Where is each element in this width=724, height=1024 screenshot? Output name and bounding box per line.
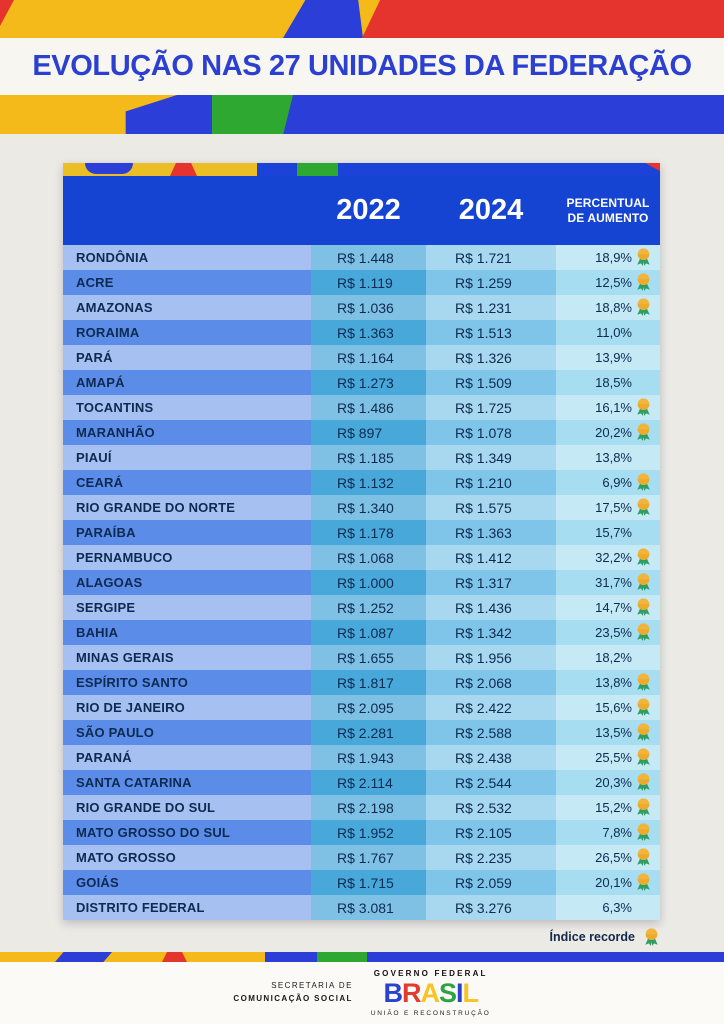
medal-icon bbox=[636, 298, 651, 317]
page-title: EVOLUÇÃO NAS 27 UNIDADES DA FEDERAÇÃO bbox=[32, 50, 692, 82]
secom-line1: SECRETARIA DE bbox=[271, 981, 353, 991]
percent-value: 31,7% bbox=[595, 575, 632, 590]
value-2022: R$ 1.486 bbox=[337, 399, 394, 416]
value-2024: R$ 1.231 bbox=[455, 299, 512, 316]
state-label: CEARÁ bbox=[76, 475, 124, 490]
value-2024: R$ 1.342 bbox=[455, 624, 512, 641]
medal-slot bbox=[632, 595, 655, 620]
value-2022: R$ 2.198 bbox=[337, 799, 394, 816]
percent-value: 13,8% bbox=[595, 450, 632, 465]
value-2024: R$ 2.438 bbox=[455, 749, 512, 766]
governo-federal-label: GOVERNO FEDERAL bbox=[373, 969, 488, 978]
value-2022: R$ 1.655 bbox=[337, 649, 394, 666]
percent-value: 18,8% bbox=[595, 300, 632, 315]
state-label: SANTA CATARINA bbox=[76, 775, 192, 790]
percent-value: 13,9% bbox=[595, 350, 632, 365]
medal-slot bbox=[632, 870, 655, 895]
decor-green-bar bbox=[297, 163, 338, 176]
bottom-color-bar bbox=[0, 952, 724, 962]
state-label: BAHIA bbox=[76, 625, 119, 640]
secom-line2: COMUNICAÇÃO SOCIAL bbox=[233, 994, 353, 1003]
medal-slot bbox=[632, 545, 655, 570]
state-label: ALAGOAS bbox=[76, 575, 143, 590]
value-2022: R$ 1.715 bbox=[337, 874, 394, 891]
medal-slot bbox=[632, 320, 655, 345]
value-2024: R$ 1.349 bbox=[455, 449, 512, 466]
table-row bbox=[63, 895, 660, 920]
state-label: MATO GROSSO DO SUL bbox=[76, 825, 231, 840]
brasil-logo bbox=[383, 980, 478, 1007]
medal-slot bbox=[632, 820, 655, 845]
medal-icon bbox=[636, 873, 651, 892]
state-label: SERGIPE bbox=[76, 600, 136, 615]
state-label: PARAÍBA bbox=[76, 525, 136, 540]
medal-icon bbox=[636, 573, 651, 592]
state-label: GOIÁS bbox=[76, 875, 119, 890]
table-row bbox=[63, 245, 660, 270]
value-2022: R$ 1.119 bbox=[337, 274, 393, 291]
value-2022: R$ 2.095 bbox=[337, 699, 394, 716]
brasil-letter: L bbox=[462, 978, 478, 1008]
brasil-letter: B bbox=[383, 978, 402, 1008]
state-label: MARANHÃO bbox=[76, 425, 155, 440]
medal-slot bbox=[632, 695, 655, 720]
state-label: RONDÔNIA bbox=[76, 250, 149, 265]
medal-icon bbox=[636, 273, 651, 292]
medal-slot bbox=[632, 720, 655, 745]
value-2024: R$ 1.575 bbox=[455, 499, 512, 516]
table-row bbox=[63, 870, 660, 895]
value-2022: R$ 1.036 bbox=[337, 299, 394, 316]
medal-slot bbox=[632, 395, 655, 420]
percent-value: 18,2% bbox=[595, 650, 632, 665]
value-2024: R$ 2.068 bbox=[455, 674, 512, 691]
table-row bbox=[63, 495, 660, 520]
table-row bbox=[63, 545, 660, 570]
value-2022: R$ 2.281 bbox=[337, 724, 394, 741]
medal-icon bbox=[636, 748, 651, 767]
medal-slot bbox=[632, 770, 655, 795]
governo-tagline: UNIÃO E RECONSTRUÇÃO bbox=[370, 1010, 491, 1017]
percent-value: 6,9% bbox=[602, 475, 632, 490]
percent-value: 20,2% bbox=[595, 425, 632, 440]
medal-icon bbox=[642, 926, 660, 948]
medal-icon bbox=[636, 473, 651, 492]
table-row bbox=[63, 445, 660, 470]
percent-value: 13,5% bbox=[595, 725, 632, 740]
value-2024: R$ 1.956 bbox=[455, 649, 512, 666]
value-2022: R$ 1.185 bbox=[337, 449, 394, 466]
secom-logo bbox=[233, 980, 352, 1006]
state-label: ACRE bbox=[76, 275, 114, 290]
table-row bbox=[63, 595, 660, 620]
value-2022: R$ 1.767 bbox=[337, 849, 394, 866]
medal-slot bbox=[632, 495, 655, 520]
medal-slot bbox=[632, 420, 655, 445]
table-row bbox=[63, 820, 660, 845]
percent-value: 15,2% bbox=[595, 800, 632, 815]
state-label: TOCANTINS bbox=[76, 400, 154, 415]
footer bbox=[0, 962, 724, 1024]
percent-value: 17,5% bbox=[595, 500, 632, 515]
percent-value: 26,5% bbox=[595, 850, 632, 865]
table-row bbox=[63, 370, 660, 395]
medal-slot bbox=[632, 470, 655, 495]
medal-icon bbox=[644, 928, 659, 947]
percent-value: 7,8% bbox=[602, 825, 632, 840]
percent-value: 6,3% bbox=[602, 900, 632, 915]
percent-value: 23,5% bbox=[595, 625, 632, 640]
table-row bbox=[63, 270, 660, 295]
value-2024: R$ 1.363 bbox=[455, 524, 512, 541]
percent-value: 20,3% bbox=[595, 775, 632, 790]
medal-slot bbox=[632, 795, 655, 820]
state-label: RIO GRANDE DO SUL bbox=[76, 800, 216, 815]
value-2024: R$ 1.412 bbox=[455, 549, 512, 566]
table-row bbox=[63, 670, 660, 695]
percent-value: 18,5% bbox=[595, 375, 632, 390]
value-2024: R$ 1.725 bbox=[455, 399, 512, 416]
table-row bbox=[63, 695, 660, 720]
medal-slot bbox=[632, 620, 655, 645]
medal-slot bbox=[632, 670, 655, 695]
percent-value: 32,2% bbox=[595, 550, 632, 565]
decor-green-block bbox=[212, 95, 293, 134]
medal-icon bbox=[636, 498, 651, 517]
value-2022: R$ 1.178 bbox=[337, 524, 394, 541]
value-2024: R$ 2.532 bbox=[455, 799, 512, 816]
medal-icon bbox=[636, 798, 651, 817]
medal-slot bbox=[632, 845, 655, 870]
state-label: PARÁ bbox=[76, 350, 113, 365]
state-label: AMAPÁ bbox=[76, 375, 125, 390]
medal-slot bbox=[632, 645, 655, 670]
table-row bbox=[63, 845, 660, 870]
state-label: SÃO PAULO bbox=[76, 725, 155, 740]
value-2022: R$ 2.114 bbox=[337, 774, 393, 791]
value-2022: R$ 1.164 bbox=[337, 349, 394, 366]
brasil-letter: I bbox=[455, 978, 463, 1008]
percent-value: 15,7% bbox=[595, 525, 632, 540]
state-label: PARANÁ bbox=[76, 750, 132, 765]
decor-red-sliver bbox=[0, 0, 14, 26]
decor-yellow-block bbox=[0, 95, 177, 134]
value-2024: R$ 1.259 bbox=[455, 274, 512, 291]
table-row bbox=[63, 620, 660, 645]
state-label: ESPÍRITO SANTO bbox=[76, 675, 189, 690]
column-header-2024: 2024 bbox=[458, 194, 524, 226]
title-band bbox=[0, 38, 724, 95]
percent-value: 14,7% bbox=[595, 600, 632, 615]
value-2024: R$ 2.588 bbox=[455, 724, 512, 741]
value-2022: R$ 1.273 bbox=[337, 374, 394, 391]
medal-icon bbox=[636, 398, 651, 417]
medal-slot bbox=[632, 895, 655, 920]
value-2024: R$ 1.513 bbox=[455, 324, 512, 341]
value-2022: R$ 1.087 bbox=[337, 624, 394, 641]
table-row bbox=[63, 420, 660, 445]
value-2022: R$ 1.068 bbox=[337, 549, 394, 566]
value-2024: R$ 1.078 bbox=[455, 424, 512, 441]
medal-slot bbox=[632, 295, 655, 320]
table-row bbox=[63, 470, 660, 495]
medal-slot bbox=[632, 245, 655, 270]
value-2022: R$ 3.081 bbox=[337, 899, 394, 916]
record-legend-label: Índice recorde bbox=[549, 930, 635, 944]
value-2022: R$ 1.817 bbox=[337, 674, 394, 691]
brasil-letter: S bbox=[438, 978, 456, 1008]
value-2022: R$ 1.252 bbox=[337, 599, 394, 616]
medal-slot bbox=[632, 445, 655, 470]
state-label: RIO GRANDE DO NORTE bbox=[76, 500, 236, 515]
value-2024: R$ 1.721 bbox=[455, 249, 512, 266]
medal-icon bbox=[636, 698, 651, 717]
decor-red-block bbox=[362, 0, 724, 38]
medal-icon bbox=[636, 598, 651, 617]
table-row bbox=[63, 645, 660, 670]
value-2022: R$ 1.132 bbox=[337, 474, 394, 491]
value-2024: R$ 2.422 bbox=[455, 699, 512, 716]
medal-icon bbox=[636, 848, 651, 867]
percent-value: 16,1% bbox=[595, 400, 632, 415]
table-row bbox=[63, 395, 660, 420]
value-2024: R$ 3.276 bbox=[455, 899, 512, 916]
value-2024: R$ 2.105 bbox=[455, 824, 512, 841]
decor-semicircle bbox=[85, 163, 133, 174]
decor-yellow-segment bbox=[0, 952, 265, 962]
brasil-letter: R bbox=[401, 978, 421, 1008]
medal-slot bbox=[632, 570, 655, 595]
medal-slot bbox=[632, 345, 655, 370]
column-header-2022: 2022 bbox=[336, 194, 401, 226]
medal-icon bbox=[636, 623, 651, 642]
medal-icon bbox=[636, 773, 651, 792]
medal-icon bbox=[636, 673, 651, 692]
table-row bbox=[63, 570, 660, 595]
medal-icon bbox=[636, 248, 651, 267]
table-row bbox=[63, 720, 660, 745]
value-2022: R$ 1.952 bbox=[337, 824, 394, 841]
governo-federal-logo bbox=[371, 969, 491, 1017]
data-table bbox=[63, 163, 660, 920]
table-body bbox=[63, 245, 660, 920]
percent-value: 20,1% bbox=[595, 875, 632, 890]
table-row bbox=[63, 345, 660, 370]
medal-slot bbox=[632, 745, 655, 770]
value-2024: R$ 2.544 bbox=[455, 774, 512, 791]
decor-green-segment bbox=[317, 952, 367, 962]
percent-value: 11,0% bbox=[596, 325, 632, 340]
state-label: PERNAMBUCO bbox=[76, 550, 173, 565]
percent-value: 13,8% bbox=[595, 675, 632, 690]
state-label: RIO DE JANEIRO bbox=[76, 700, 185, 715]
value-2022: R$ 1.943 bbox=[337, 749, 394, 766]
value-2022: R$ 1.340 bbox=[337, 499, 394, 516]
column-header-percent: PERCENTUAL DE AUMENTO bbox=[566, 196, 650, 225]
value-2024: R$ 2.059 bbox=[455, 874, 512, 891]
value-2024: R$ 1.317 bbox=[455, 574, 512, 591]
medal-icon bbox=[636, 723, 651, 742]
medal-icon bbox=[636, 423, 651, 442]
state-label: PIAUÍ bbox=[76, 450, 112, 465]
percent-value: 12,5% bbox=[595, 275, 632, 290]
record-legend bbox=[550, 926, 660, 948]
value-2022: R$ 1.000 bbox=[337, 574, 394, 591]
percent-value: 18,9% bbox=[595, 250, 632, 265]
table-top-decor bbox=[63, 163, 660, 176]
table-row bbox=[63, 520, 660, 545]
table-row bbox=[63, 795, 660, 820]
state-label: MATO GROSSO bbox=[76, 850, 176, 865]
percent-value: 15,6% bbox=[595, 700, 632, 715]
table-row bbox=[63, 295, 660, 320]
value-2024: R$ 2.235 bbox=[455, 849, 512, 866]
table-row bbox=[63, 770, 660, 795]
decor-red-trapezoid bbox=[170, 163, 197, 176]
table-header bbox=[63, 176, 660, 245]
value-2024: R$ 1.509 bbox=[455, 374, 512, 391]
percent-value: 25,5% bbox=[595, 750, 632, 765]
table-row bbox=[63, 745, 660, 770]
value-2024: R$ 1.326 bbox=[455, 349, 512, 366]
medal-slot bbox=[632, 520, 655, 545]
medal-slot bbox=[632, 370, 655, 395]
state-label: AMAZONAS bbox=[76, 300, 153, 315]
decor-blue-parallelogram bbox=[55, 952, 112, 962]
state-label: DISTRITO FEDERAL bbox=[76, 900, 205, 915]
state-label: RORAIMA bbox=[76, 325, 140, 340]
medal-slot bbox=[632, 270, 655, 295]
decor-blue-wedge bbox=[283, 0, 363, 38]
medal-icon bbox=[636, 548, 651, 567]
medal-icon bbox=[636, 823, 651, 842]
value-2024: R$ 1.210 bbox=[455, 474, 512, 491]
decor-strip bbox=[0, 95, 724, 134]
table-row bbox=[63, 320, 660, 345]
brasil-letter: A bbox=[420, 978, 439, 1008]
value-2022: R$ 1.363 bbox=[337, 324, 394, 341]
top-banner bbox=[0, 0, 724, 38]
state-label: MINAS GERAIS bbox=[76, 650, 174, 665]
value-2024: R$ 1.436 bbox=[455, 599, 512, 616]
value-2022: R$ 897 bbox=[337, 424, 383, 441]
value-2022: R$ 1.448 bbox=[337, 249, 394, 266]
